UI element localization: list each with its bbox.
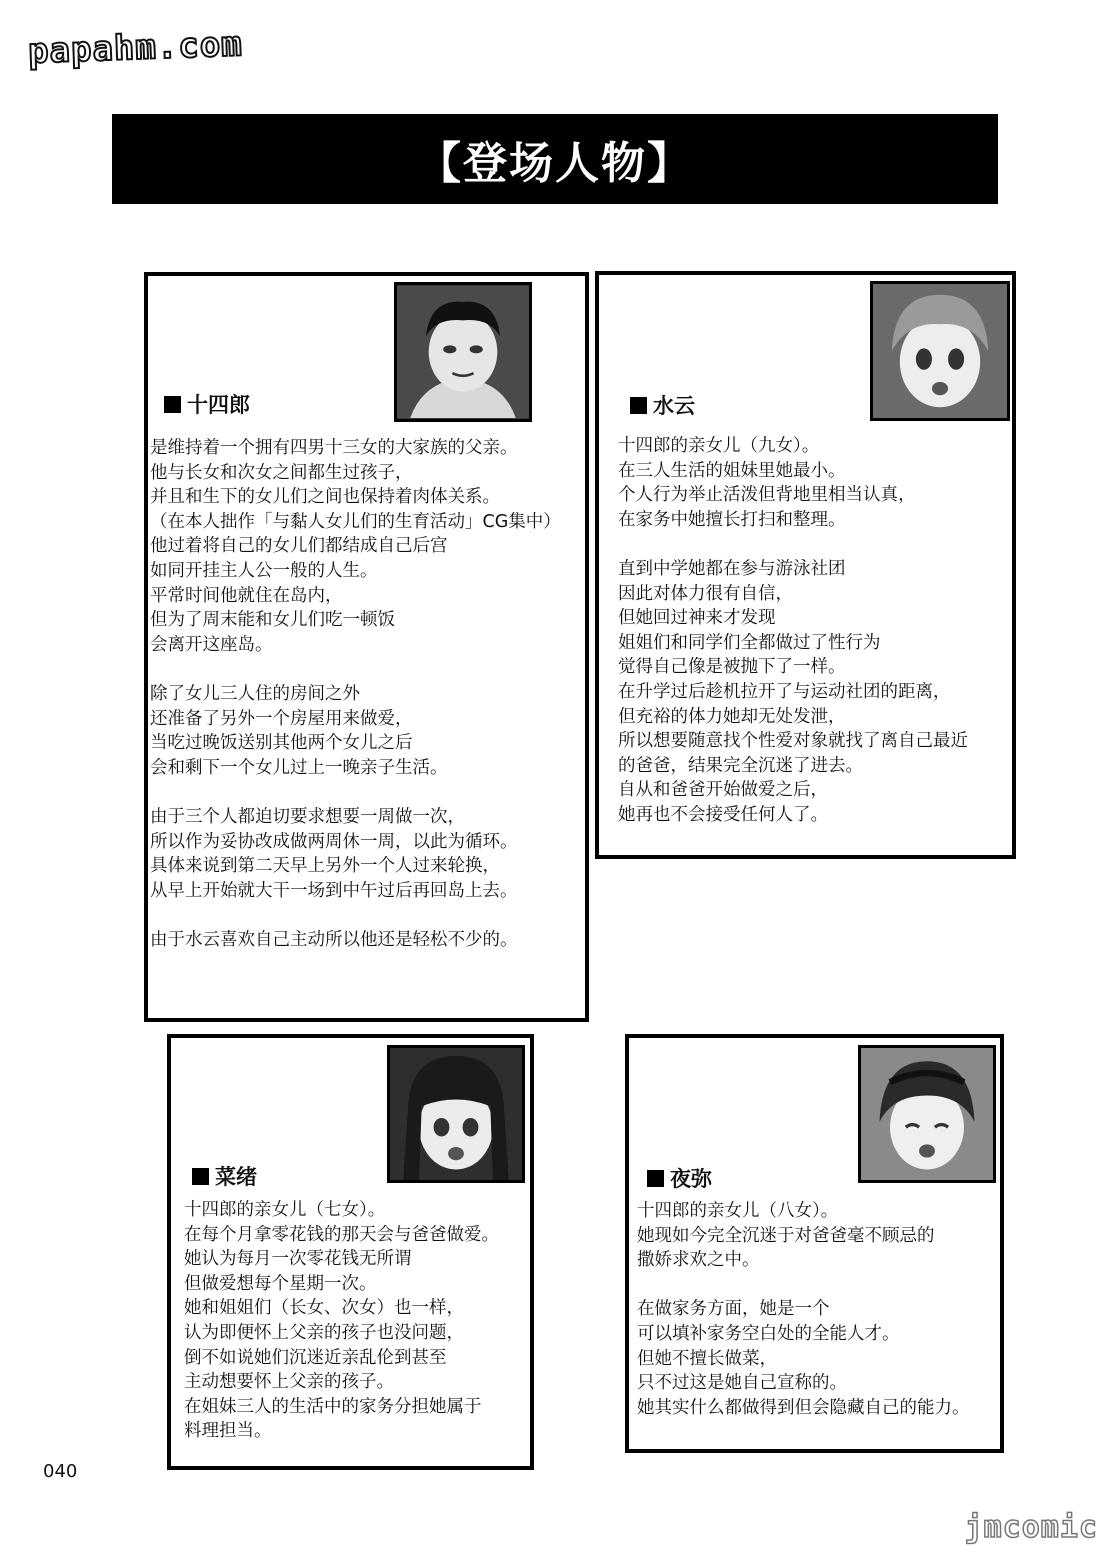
character-card-nao xyxy=(167,1034,534,1470)
man-face-icon xyxy=(397,285,529,419)
character-card-yami xyxy=(625,1034,1004,1453)
nao-portrait-image xyxy=(387,1045,525,1183)
character-description: 十四郎的亲女儿（七女）。 在每个月拿零花钱的那天会与爸爸做爱。 她认为每月一次零花钱无所谓 但做爱想每个星期一次。 她和姐姐们（长女、次女）也一样， 认为即便怀上父亲的孩子也没问题， 倒不如说她们沉迷近亲乱伦到甚至 主动想要怀上父亲的孩子。 在姐妹三人的生活中的家务分担她属于 料理担当。 xyxy=(184,1200,499,1442)
yami-portrait-image xyxy=(858,1045,996,1183)
site-watermark-top: papahm.com xyxy=(27,24,244,72)
character-description: 是维持着一个拥有四男十三女的大家族的父亲。 他与长女和次女之间都生过孩子， 并且和生下的女儿们之间也保持着肉体关系。 （在本人拙作「与黏人女儿们的生育活动」CG集中） 他过着将自己的女儿们都结成自己后宫 如同开挂主人公一般的人生。 平常时间他就住在岛内， 但为了周末能和女儿们吃一顿饭 会离开这座岛。 除了女儿三人住的房间之外 还准备了另外一个房屋用来做爱， 当吃过晚饭送别其他两个女儿之后 会和剩下一个女儿过上一晚亲子生活。 由于三个人都迫切要求想要一周做一次， 所以作为妥协改成做两周休一周，以此为循环。 具体来说到第二天早上另外一个人过来轮换， 从早上开始就大干一场到中午过后再回岛上去。 由于水云喜欢自己主动所以他还是轻松不少的。 xyxy=(150,438,561,950)
girl-face-icon xyxy=(390,1048,522,1180)
character-description: 十四郎的亲女儿（九女）。 在三人生活的姐妹里她最小。 个人行为举止活泼但背地里相当认真， 在家务中她擅长打扫和整理。 直到中学她都在参与游泳社团 因此对体力很有自信， 但她回过神来才发现 姐姐们和同学们全都做过了性行为 觉得自己像是被抛下了一样。 在升学过后趁机拉开了与运动社团的距离， 但充裕的体力她却无处发泄， 所以想要随意找个性爱对象就找了离自己最近 的爸爸，结果完全沉迷了进去。 自从和爸爸开始做爱之后， 她再也不会接受任何人了。 xyxy=(618,436,968,825)
bullet-square-icon xyxy=(164,396,181,413)
site-watermark-bottom: jmcomic xyxy=(964,1510,1098,1545)
girl-face-icon xyxy=(873,284,1007,418)
character-name xyxy=(164,389,250,419)
character-name xyxy=(192,1161,257,1191)
page-title: 【登场人物】 xyxy=(112,114,998,204)
page-number: 040 xyxy=(43,1461,78,1482)
character-name-text: 夜弥 xyxy=(670,1167,712,1191)
character-name xyxy=(630,390,695,420)
character-name-text: 水云 xyxy=(653,394,695,418)
bullet-square-icon xyxy=(192,1168,209,1185)
bullet-square-icon xyxy=(630,397,647,414)
character-description: 十四郎的亲女儿（八女）。 她现如今完全沉迷于对爸爸毫不顾忌的 撒娇求欢之中。 在做家务方面，她是一个 可以填补家务空白处的全能人才。 但她不擅长做菜， 只不过这是她自己宣称的。 她其实什么都做得到但会隐藏自己的能力。 xyxy=(637,1201,970,1418)
bullet-square-icon xyxy=(647,1170,664,1187)
father-portrait-image xyxy=(394,282,532,422)
character-name-text: 菜绪 xyxy=(215,1165,257,1189)
character-card-father xyxy=(144,272,589,1022)
character-name-text: 十四郎 xyxy=(187,393,250,417)
girl-face-icon xyxy=(861,1048,993,1180)
mizumo-portrait-image xyxy=(870,281,1010,421)
character-name xyxy=(647,1163,712,1193)
character-card-mizumo xyxy=(595,271,1016,859)
